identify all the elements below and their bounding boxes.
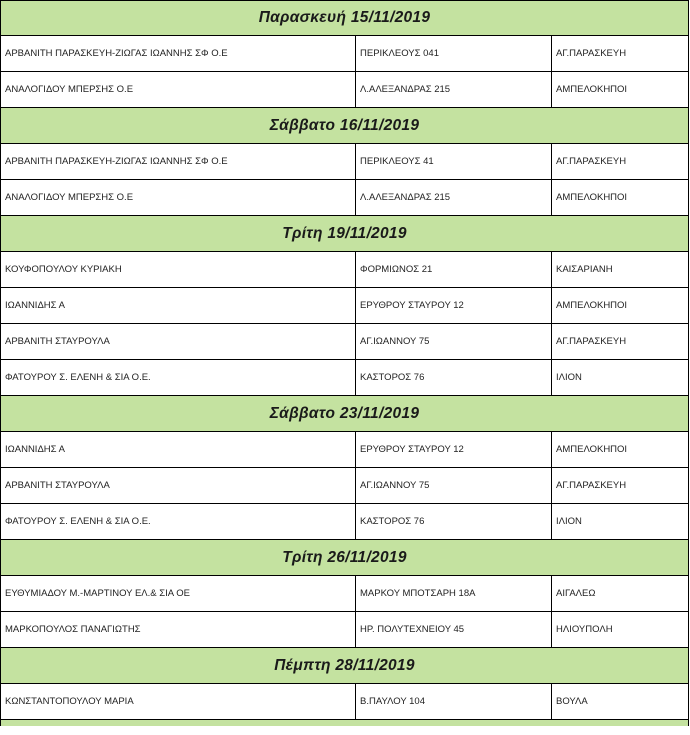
address-cell: Β.ΠΑΥΛΟΥ 104: [356, 684, 552, 719]
pharmacy-name-cell: ΙΩΑΝΝΙΔΗΣ Α: [1, 432, 356, 467]
day-header: Παρασκευή 15/11/2019: [1, 0, 688, 36]
table-row: [1, 432, 688, 468]
address-cell: ΑΓ.ΙΩΑΝΝΟΥ 75: [356, 468, 552, 503]
area-cell: ΗΛΙΟΥΠΟΛΗ: [556, 624, 613, 635]
area-cell: ΑΙΓΑΛΕΩ: [556, 588, 596, 599]
table-row: [1, 36, 688, 72]
day-header: Σάββατο 16/11/2019: [1, 108, 688, 144]
pharmacy-name-cell: ΑΝΑΛΟΓΙΔΟΥ ΜΠΕΡΣΗΣ Ο.Ε: [1, 72, 356, 107]
table-row: [1, 324, 688, 360]
area-cell: ΑΜΠΕΛΟΚΗΠΟΙ: [556, 444, 628, 455]
area-cell: ΑΜΠΕΛΟΚΗΠΟΙ: [556, 192, 628, 203]
pharmacy-name-cell: ΑΡΒΑΝΙΤΗ ΠΑΡΑΣΚΕΥΗ-ΖΙΩΓΑΣ ΙΩΑΝΝΗΣ ΣΦ Ο.Ε: [1, 36, 356, 71]
day-header: Τρίτη 19/11/2019: [1, 216, 688, 252]
address-cell: ΗΡ. ΠΟΛΥΤΕΧΝΕΙΟΥ 45: [356, 612, 552, 647]
pharmacy-name-cell: ΑΡΒΑΝΙΤΗ ΣΤΑΥΡΟΥΛΑ: [1, 468, 356, 503]
area-cell: ΙΛΙΟΝ: [556, 516, 582, 527]
pharmacy-name-cell: ΕΥΘΥΜΙΑΔΟΥ Μ.-ΜΑΡΤΙΝΟΥ ΕΛ.& ΣΙΑ ΟΕ: [1, 576, 356, 611]
table-row: [1, 144, 688, 180]
table-row: [1, 252, 688, 288]
area-cell: ΒΟΥΛΑ: [556, 696, 588, 707]
table-row: [1, 288, 688, 324]
address-cell: ΑΓ.ΙΩΑΝΝΟΥ 75: [356, 324, 552, 359]
address-cell: Λ.ΑΛΕΞΑΝΔΡΑΣ 215: [356, 72, 552, 107]
day-header: Τρίτη 26/11/2019: [1, 540, 688, 576]
day-header: Σάββατο 23/11/2019: [1, 396, 688, 432]
address-cell: ΠΕΡΙΚΛΕΟΥΣ 41: [356, 144, 552, 179]
address-cell: ΜΑΡΚΟΥ ΜΠΟΤΣΑΡΗ 18Α: [356, 576, 552, 611]
pharmacy-name-cell: ΙΩΑΝΝΙΔΗΣ Α: [1, 288, 356, 323]
area-cell: ΑΓ.ΠΑΡΑΣΚΕΥΗ: [556, 48, 627, 59]
address-cell: Λ.ΑΛΕΞΑΝΔΡΑΣ 215: [356, 180, 552, 215]
pharmacy-name-cell: ΑΝΑΛΟΓΙΔΟΥ ΜΠΕΡΣΗΣ Ο.Ε: [1, 180, 356, 215]
area-cell: ΑΓ.ΠΑΡΑΣΚΕΥΗ: [556, 480, 627, 491]
next-day-header-edge: [1, 720, 688, 726]
address-cell: ΦΟΡΜΙΩΝΟΣ 21: [356, 252, 552, 287]
table-row: [1, 684, 688, 720]
address-cell: ΕΡΥΘΡΟΥ ΣΤΑΥΡΟΥ 12: [356, 432, 552, 467]
area-cell: ΚΑΙΣΑΡΙΑΝΗ: [556, 264, 613, 275]
address-cell: ΕΡΥΘΡΟΥ ΣΤΑΥΡΟΥ 12: [356, 288, 552, 323]
address-cell: ΚΑΣΤΟΡΟΣ 76: [356, 360, 552, 395]
day-header: Πέμπτη 28/11/2019: [1, 648, 688, 684]
pharmacy-name-cell: ΚΟΥΦΟΠΟΥΛΟΥ ΚΥΡΙΑΚΗ: [1, 252, 356, 287]
area-cell: ΑΜΠΕΛΟΚΗΠΟΙ: [556, 84, 628, 95]
pharmacy-name-cell: ΦΑΤΟΥΡΟΥ Σ. ΕΛΕΝΗ & ΣΙΑ Ο.Ε.: [1, 360, 356, 395]
table-row: [1, 360, 688, 396]
pharmacy-name-cell: ΑΡΒΑΝΙΤΗ ΠΑΡΑΣΚΕΥΗ-ΖΙΩΓΑΣ ΙΩΑΝΝΗΣ ΣΦ Ο.Ε: [1, 144, 356, 179]
table-row: [1, 576, 688, 612]
pharmacy-name-cell: ΚΩΝΣΤΑΝΤΟΠΟΥΛΟΥ ΜΑΡΙΑ: [1, 684, 356, 719]
area-cell: ΑΓ.ΠΑΡΑΣΚΕΥΗ: [556, 336, 627, 347]
pharmacy-name-cell: ΑΡΒΑΝΙΤΗ ΣΤΑΥΡΟΥΛΑ: [1, 324, 356, 359]
table-row: [1, 72, 688, 108]
pharmacy-name-cell: ΦΑΤΟΥΡΟΥ Σ. ΕΛΕΝΗ & ΣΙΑ Ο.Ε.: [1, 504, 356, 539]
address-cell: ΚΑΣΤΟΡΟΣ 76: [356, 504, 552, 539]
table-row: [1, 468, 688, 504]
table-row: [1, 504, 688, 540]
area-cell: ΑΓ.ΠΑΡΑΣΚΕΥΗ: [556, 156, 627, 167]
address-cell: ΠΕΡΙΚΛΕΟΥΣ 041: [356, 36, 552, 71]
area-cell: ΑΜΠΕΛΟΚΗΠΟΙ: [556, 300, 628, 311]
pharmacy-name-cell: ΜΑΡΚΟΠΟΥΛΟΣ ΠΑΝΑΓΙΩΤΗΣ: [1, 612, 356, 647]
area-cell: ΙΛΙΟΝ: [556, 372, 582, 383]
table-row: [1, 612, 688, 648]
table-row: [1, 180, 688, 216]
